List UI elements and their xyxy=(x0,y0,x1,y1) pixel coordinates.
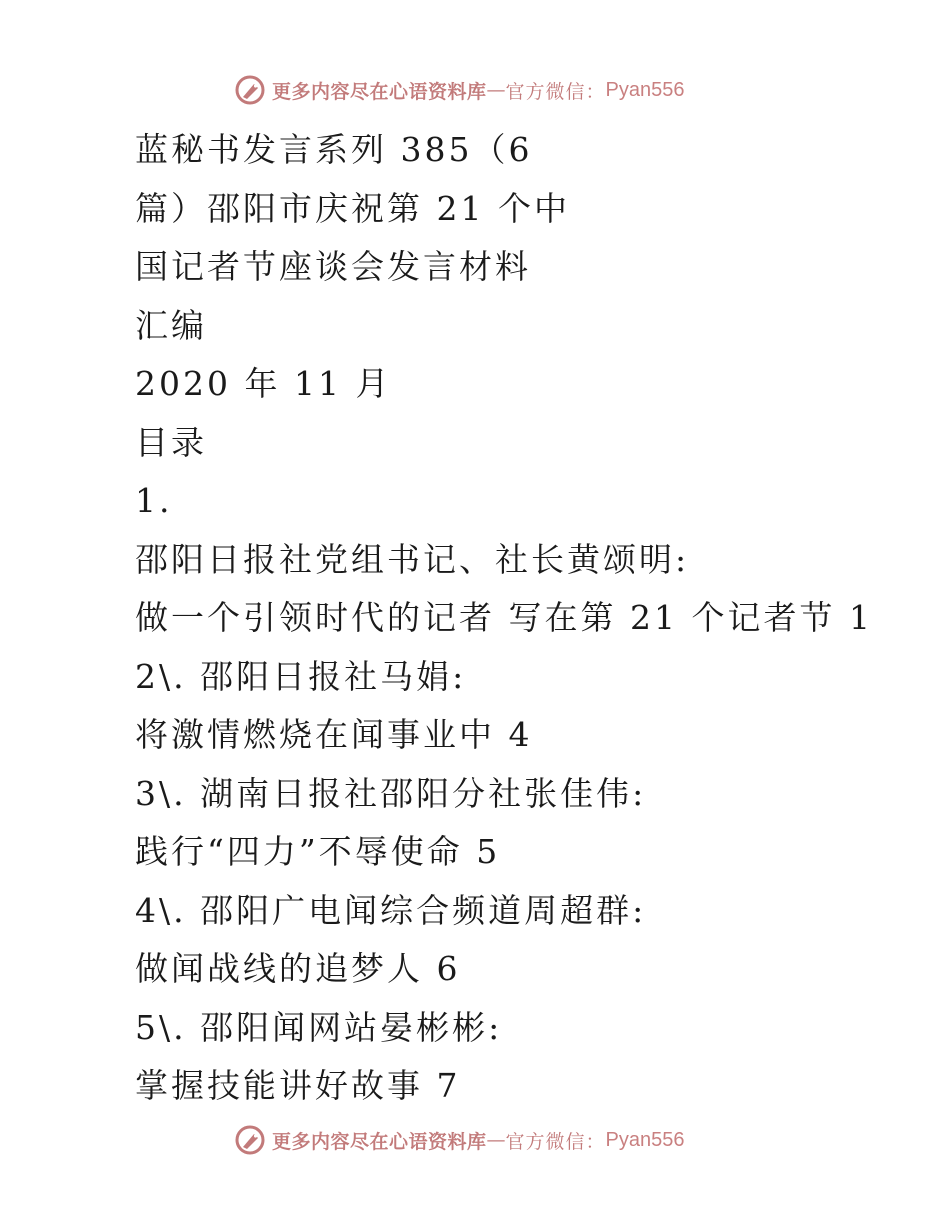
toc-line: 2\. 邵阳日报社马娟: xyxy=(135,656,467,696)
toc-line: 掌握技能讲好故事 7 xyxy=(135,1066,461,1105)
banner-dash: — xyxy=(486,1129,506,1151)
title-line: 篇）邵阳市庆祝第 21 个中 xyxy=(135,188,570,228)
banner-wechat-id: Pyan556 xyxy=(605,78,685,101)
toc-line: 3\. 湖南日报社邵阳分社张佳伟: xyxy=(135,773,647,813)
title-line: 汇编 xyxy=(135,305,207,345)
pen-nib-logo-icon xyxy=(234,1124,266,1156)
toc-line: 邵阳日报社党组书记、社长黄颂明: xyxy=(135,539,690,579)
banner-wechat-label: 官方微信： xyxy=(505,1130,606,1153)
toc-line: 将激情燃烧在闻事业中 4 xyxy=(135,715,533,754)
header-watermark-banner xyxy=(234,72,754,108)
footer-watermark-banner xyxy=(234,1122,754,1158)
toc-line: 5\. 邵阳闻网站晏彬彬: xyxy=(135,1007,503,1047)
banner-lead-text: 更多内容尽在心语资料库 xyxy=(272,1130,487,1153)
toc-line: 践行“四力”不辱使命 5 xyxy=(135,832,501,871)
toc-line: 1. xyxy=(135,481,173,520)
pen-nib-logo-icon xyxy=(234,74,266,106)
title-line: 蓝秘书发言系列 385（6 xyxy=(135,130,533,169)
toc-line: 4\. 邵阳广电闻综合频道周超群: xyxy=(135,890,647,930)
toc-line: 做一个引领时代的记者 写在第 21 个记者节 1 xyxy=(135,598,873,637)
banner-wechat-id: Pyan556 xyxy=(605,1128,685,1151)
toc-line: 做闻战线的追梦人 6 xyxy=(135,949,461,988)
banner-lead-text: 更多内容尽在心语资料库 xyxy=(272,80,487,103)
title-line: 国记者节座谈会发言材料 xyxy=(135,247,531,286)
document-body xyxy=(135,121,935,1116)
document-date: 2020 年 11 月 xyxy=(135,364,392,403)
banner-wechat-label: 官方微信： xyxy=(505,80,606,103)
toc-heading: 目录 xyxy=(135,422,207,462)
banner-dash: — xyxy=(486,79,506,101)
